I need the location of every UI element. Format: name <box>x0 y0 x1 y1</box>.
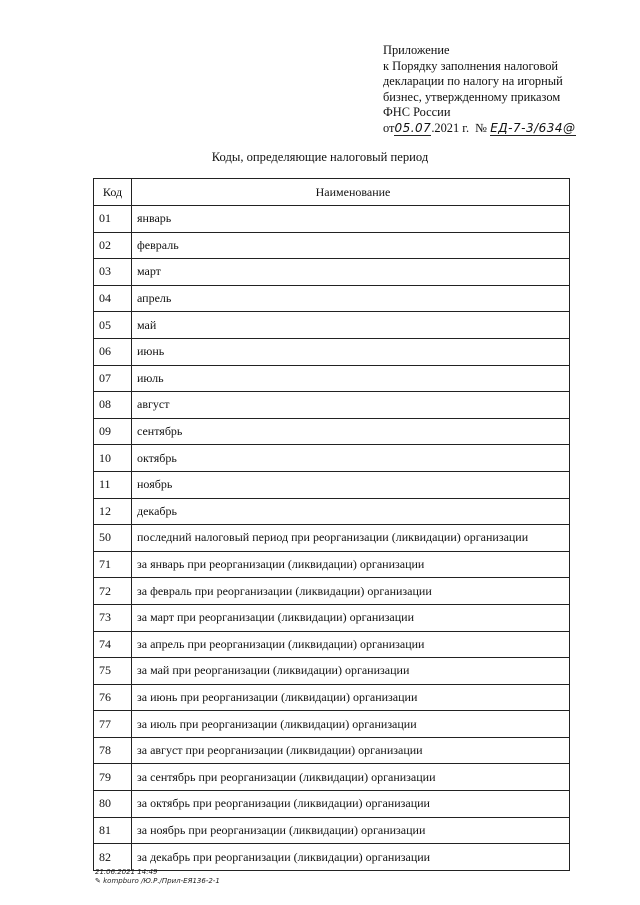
period-codes-table <box>93 178 570 871</box>
table-body <box>94 206 570 871</box>
row-name: за сентябрь при реорганизации (ликвидации) организации <box>132 764 570 791</box>
footer-file-path <box>95 877 220 886</box>
row-code: 82 <box>94 844 132 871</box>
row-name: за октябрь при реорганизации (ликвидации) организации <box>132 791 570 818</box>
row-code: 02 <box>94 232 132 259</box>
row-code: 03 <box>94 259 132 286</box>
row-code: 77 <box>94 711 132 738</box>
table-row <box>94 578 570 605</box>
row-name: апрель <box>132 285 570 312</box>
table-caption: Коды, определяющие налоговый период <box>211 150 429 164</box>
row-name: август <box>132 392 570 419</box>
row-code: 71 <box>94 551 132 578</box>
table-row <box>94 711 570 738</box>
table-row <box>94 471 570 498</box>
appendix-line: декларации по налогу на игорный <box>383 74 563 88</box>
table-row <box>94 844 570 871</box>
order-year: .2021 г. № <box>431 120 488 135</box>
table-row <box>94 764 570 791</box>
row-name: за июнь при реорганизации (ликвидации) организации <box>132 684 570 711</box>
row-name: за февраль при реорганизации (ликвидации) организации <box>132 578 570 605</box>
table-row <box>94 498 570 525</box>
row-code: 75 <box>94 658 132 685</box>
table-header-row <box>94 179 570 206</box>
row-code: 08 <box>94 392 132 419</box>
document-footer <box>95 868 220 886</box>
row-code: 05 <box>94 312 132 339</box>
table-row <box>94 737 570 764</box>
row-code: 09 <box>94 418 132 445</box>
appendix-line: Приложение <box>383 43 450 57</box>
table-row <box>94 418 570 445</box>
order-prefix: от <box>383 120 395 135</box>
appendix-line: бизнес, утвержденному приказом <box>383 89 561 104</box>
row-code: 76 <box>94 684 132 711</box>
table-row <box>94 312 570 339</box>
header-code: Код <box>94 179 132 206</box>
table-row <box>94 392 570 419</box>
row-code: 73 <box>94 604 132 631</box>
table-row <box>94 551 570 578</box>
appendix-header <box>383 43 628 136</box>
row-name: за апрель при реорганизации (ликвидации) организации <box>132 631 570 658</box>
row-name: март <box>132 259 570 286</box>
row-name: за май при реорганизации (ликвидации) организации <box>132 658 570 685</box>
table-row <box>94 365 570 392</box>
row-name: за декабрь при реорганизации (ликвидации) организации <box>132 844 570 871</box>
row-name: за август при реорганизации (ликвидации) организации <box>132 737 570 764</box>
table-row <box>94 791 570 818</box>
table-row <box>94 658 570 685</box>
row-name: февраль <box>132 232 570 259</box>
header-name: Наименование <box>132 179 570 206</box>
row-code: 10 <box>94 445 132 472</box>
table-row <box>94 631 570 658</box>
footer-path-text: kompburo /Ю.Р./Прил-ЕЯ136-2-1 <box>103 877 220 885</box>
row-name: декабрь <box>132 498 570 525</box>
table-row <box>94 338 570 365</box>
row-name: октябрь <box>132 445 570 472</box>
row-code: 07 <box>94 365 132 392</box>
table-row <box>94 206 570 233</box>
row-code: 12 <box>94 498 132 525</box>
row-name: за январь при реорганизации (ликвидации) организации <box>132 551 570 578</box>
row-name: июнь <box>132 338 570 365</box>
table-row <box>94 285 570 312</box>
row-name: май <box>132 312 570 339</box>
row-code: 11 <box>94 471 132 498</box>
row-code: 01 <box>94 206 132 233</box>
row-code: 72 <box>94 578 132 605</box>
row-code: 04 <box>94 285 132 312</box>
row-code: 81 <box>94 817 132 844</box>
table-row <box>94 259 570 286</box>
appendix-line: к Порядку заполнения налоговой <box>383 58 559 73</box>
table-row <box>94 604 570 631</box>
row-name: последний налоговый период при реорганизации (ликвидации) организации <box>132 525 570 552</box>
pencil-icon: ✎ <box>95 877 101 885</box>
row-name: сентябрь <box>132 418 570 445</box>
table-row <box>94 684 570 711</box>
row-name: за июль при реорганизации (ликвидации) организации <box>132 711 570 738</box>
order-date-handwritten: 05.07 <box>394 120 432 135</box>
row-code: 79 <box>94 764 132 791</box>
row-name: за ноябрь при реорганизации (ликвидации) организации <box>132 817 570 844</box>
order-number-handwritten: ЕД-7-3/634@ <box>490 120 576 135</box>
appendix-line: ФНС России <box>383 105 451 119</box>
row-code: 74 <box>94 631 132 658</box>
table-row <box>94 445 570 472</box>
row-name: январь <box>132 206 570 233</box>
table-row <box>94 232 570 259</box>
row-name: за март при реорганизации (ликвидации) организации <box>132 604 570 631</box>
order-reference <box>383 121 628 137</box>
row-code: 06 <box>94 338 132 365</box>
table-row <box>94 817 570 844</box>
table-row <box>94 525 570 552</box>
row-code: 80 <box>94 791 132 818</box>
row-name: ноябрь <box>132 471 570 498</box>
footer-timestamp: 21.06.2021 14:49 <box>95 868 158 876</box>
row-name: июль <box>132 365 570 392</box>
row-code: 78 <box>94 737 132 764</box>
row-code: 50 <box>94 525 132 552</box>
